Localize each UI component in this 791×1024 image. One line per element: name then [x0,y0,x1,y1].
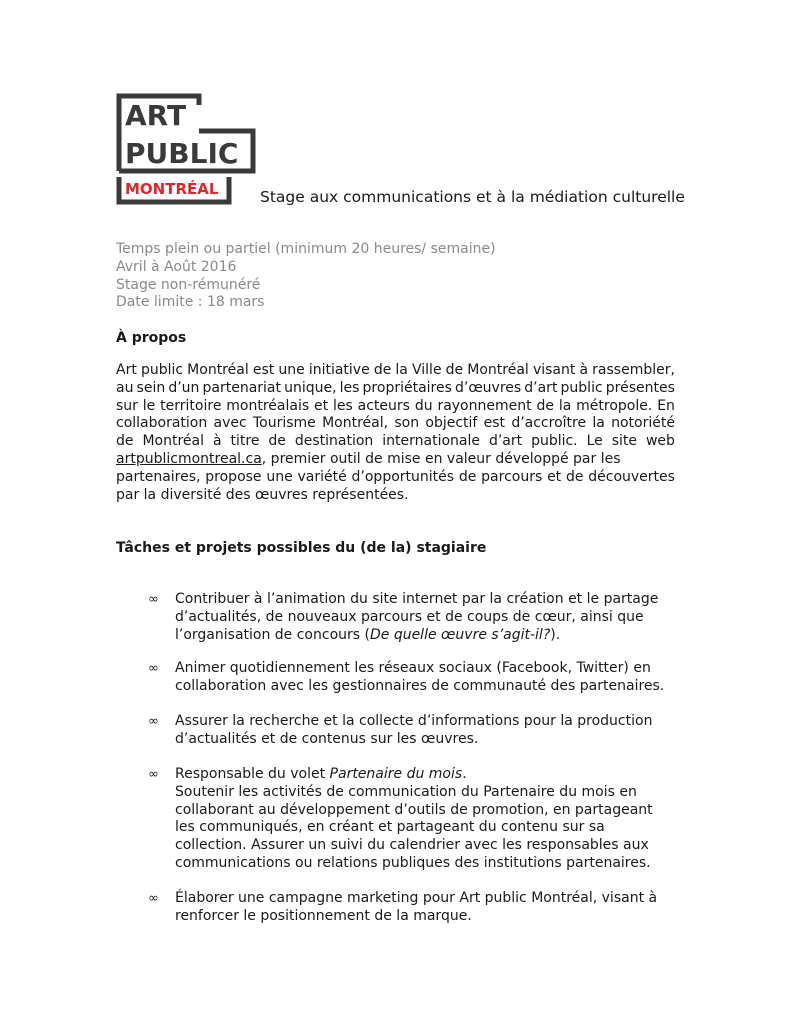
task-text [175,890,668,926]
about-word: d’un [168,379,200,396]
about-word: partenariat [202,379,281,396]
task-line: communications ou relations publiques des institutions partenaires. [175,854,651,871]
task-text [175,591,668,644]
about-word: de [116,433,134,450]
task-item [148,766,668,873]
meta-info [116,241,496,312]
about-word: avec [213,415,247,432]
about-word: propose [205,468,262,485]
task-line [175,627,668,645]
about-line [116,487,675,505]
about-heading: À propos [116,330,187,346]
task-line-text: ). [550,626,561,643]
task-line: Soutenir les activités de communication du Partenaire du mois en [175,783,637,800]
bullet-icon: ∞ [148,661,159,676]
task-line: collaborant au développement d’outils de promotion, en partageant [175,801,653,818]
about-word: métropole. [576,397,653,414]
task-line: collection. Assurer un suivi du calendrier avec les responsables aux [175,837,649,854]
logo-art-text: ART [125,99,187,132]
about-line-text: , premier outil de mise en valeur développé par les [261,450,621,467]
task-item [148,713,668,749]
about-word: acteurs [357,397,410,414]
about-word: web [645,433,675,450]
about-word: la [592,415,605,432]
about-word: Art [116,362,137,378]
about-word: et [547,468,562,485]
logo-public-text: PUBLIC [125,137,239,170]
about-word: titre [230,433,260,450]
art-public-montreal-logo [116,93,256,205]
task-line: Assurer la recherche et la collecte d’informations pour la production [175,713,653,729]
about-line [116,380,675,398]
about-word: à [212,433,222,450]
about-word: notoriété [611,415,675,432]
about-word: d’opportunités [351,468,455,485]
about-word: découvertes [588,468,675,485]
about-word: est [252,362,275,378]
task-line: les communiqués, en créant et partageant du contenu sur sa [175,819,605,836]
logo-montreal-text: MONTRÉAL [125,180,219,198]
about-word: au [116,379,134,396]
about-word: les [339,379,360,396]
about-word: Montréal [467,362,529,378]
about-word: rassembler, [592,362,675,378]
about-word: objectif [425,415,478,432]
about-line [116,469,675,487]
task-line-text: l’organisation de concours ( [175,626,370,643]
about-word: présentes [605,379,675,396]
about-word: d’art [524,379,558,396]
about-word: variété [297,468,347,485]
task-line: collaboration avec les gestionnaires de communauté des partenaires. [175,677,665,694]
about-word: et [314,397,329,414]
bullet-icon: ∞ [148,891,159,906]
about-word: internationale [382,433,480,450]
about-word: propriétaires [362,379,452,396]
task-line: d’actualités, de nouveaux parcours et de coups de cœur, ainsi que [175,608,644,625]
about-word: parcours [481,468,543,485]
task-line-text: . [462,766,467,782]
about-word: Montréal [187,362,249,378]
about-line [116,398,675,416]
about-word: à [579,362,589,378]
document-title: Stage aux communications et à la médiation culturelle [260,188,685,206]
task-line: Animer quotidiennement les réseaux sociaux (Facebook, Twitter) en [175,660,651,676]
about-word: son [394,415,420,432]
about-word: les [332,397,353,414]
meta-pay: Stage non-rémunéré [116,276,261,293]
about-paragraph [116,362,675,504]
about-line [116,451,675,469]
about-word: public. [531,433,578,450]
task-text [175,660,668,696]
about-line [116,433,675,451]
about-word: public [140,362,184,378]
about-word: de [373,362,392,378]
about-word: territoire [160,397,222,414]
about-word: Le [586,433,603,450]
about-word: montréalais [226,397,310,414]
about-word: collaboration [116,415,208,432]
about-word: le [142,397,156,414]
about-word: partenaires, [116,468,201,485]
about-word: de [536,397,554,414]
about-word: d’œuvres [455,379,522,396]
about-word: visant [532,362,576,378]
about-word: la [395,362,408,378]
meta-period: Avril à Août 2016 [116,258,237,275]
about-word: la [558,397,572,414]
about-word: de [445,362,464,378]
about-word: Montréal, [322,415,389,432]
about-word: de [565,468,584,485]
meta-schedule: Temps plein ou partiel (minimum 20 heures/ semaine) [116,241,496,257]
about-word: Tourisme [252,415,316,432]
task-line: renforcer le positionnement de la marque. [175,907,472,924]
task-item [148,660,668,696]
about-line-text: par la diversité des œuvres représentées. [116,486,409,503]
about-word: rayonnement [437,397,532,414]
about-word: Montréal [142,433,204,450]
about-word: sur [116,397,138,414]
task-item [148,591,668,644]
task-line [175,766,668,784]
about-word: initiative [308,362,370,378]
about-word: site [611,433,638,450]
about-word: destination [294,433,374,450]
about-word: une [266,468,293,485]
logo-graphic [116,93,256,205]
meta-deadline: Date limite : 18 mars [116,294,265,311]
about-word: une [278,362,305,378]
about-word: du [414,397,433,414]
task-item [148,890,668,926]
bullet-icon: ∞ [148,714,159,729]
bullet-icon: ∞ [148,592,159,607]
task-line: d’actualités et de contenus sur les œuvres. [175,730,479,747]
about-line [116,362,675,380]
about-word: unique, [284,379,337,396]
bullet-icon: ∞ [148,767,159,782]
about-word: d’art [488,433,523,450]
about-word: Ville [412,362,442,378]
website-link[interactable]: artpublicmontreal.ca [116,450,262,467]
about-word: est [483,415,506,432]
tasks-heading: Tâches et projets possibles du (de la) stagiaire [116,540,487,556]
about-word: d’accroître [511,415,587,432]
about-word: sein [136,379,166,396]
task-line: Contribuer à l’animation du site internet par la création et le partage [175,591,659,607]
task-italic-text: De quelle œuvre s’agit-il? [369,626,551,643]
about-line [116,415,675,433]
task-text [175,713,668,749]
task-text [175,766,668,873]
about-word: de [458,468,477,485]
task-line-text: Responsable du volet [175,766,330,782]
about-word: de [268,433,286,450]
task-line: Élaborer une campagne marketing pour Art public Montréal, visant à [175,890,658,906]
task-italic-text: Partenaire du mois [329,766,463,782]
about-word: En [657,397,675,414]
about-word: public [560,379,603,396]
